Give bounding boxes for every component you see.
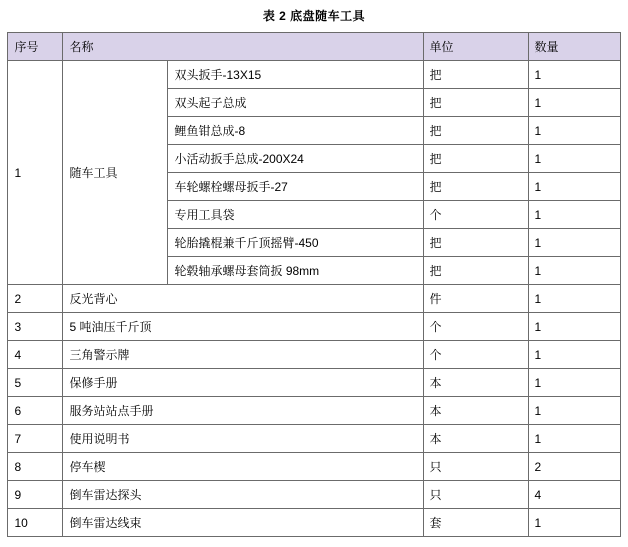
cell-unit: 个 [423, 201, 528, 229]
cell-unit: 件 [423, 285, 528, 313]
cell-subitem: 车轮螺栓螺母扳手-27 [168, 173, 423, 201]
cell-unit: 把 [423, 117, 528, 145]
cell-no: 9 [8, 481, 63, 509]
cell-qty: 1 [528, 313, 620, 341]
column-header-no: 序号 [8, 33, 63, 61]
cell-unit: 把 [423, 229, 528, 257]
cell-qty: 1 [528, 285, 620, 313]
cell-name: 使用说明书 [63, 425, 423, 453]
cell-name: 反光背心 [63, 285, 423, 313]
cell-subitem: 轮毂轴承螺母套筒扳 98mm [168, 257, 423, 285]
cell-unit: 把 [423, 89, 528, 117]
table-row [8, 425, 620, 453]
cell-no: 5 [8, 369, 63, 397]
cell-unit: 把 [423, 173, 528, 201]
cell-unit: 套 [423, 509, 528, 537]
cell-name: 停车楔 [63, 453, 423, 481]
cell-unit: 个 [423, 341, 528, 369]
table-row [8, 313, 620, 341]
table-row [8, 453, 620, 481]
column-header-name: 名称 [63, 33, 423, 61]
table-caption: 表 2 底盘随车工具 [262, 9, 366, 23]
cell-no: 8 [8, 453, 63, 481]
cell-qty: 2 [528, 453, 620, 481]
cell-unit: 本 [423, 369, 528, 397]
cell-qty: 1 [528, 89, 620, 117]
table-header-row [8, 33, 620, 61]
cell-qty: 1 [528, 61, 620, 89]
cell-unit: 把 [423, 61, 528, 89]
cell-no: 7 [8, 425, 63, 453]
cell-name: 5 吨油压千斤顶 [63, 313, 423, 341]
table-header [8, 33, 620, 61]
table-body [8, 61, 620, 537]
table-row [8, 341, 620, 369]
cell-unit: 本 [423, 425, 528, 453]
table-row [8, 481, 620, 509]
cell-subitem: 鲤鱼钳总成-8 [168, 117, 423, 145]
cell-no: 4 [8, 341, 63, 369]
cell-qty: 1 [528, 117, 620, 145]
cell-unit: 把 [423, 257, 528, 285]
table-row [8, 61, 620, 89]
cell-qty: 1 [528, 201, 620, 229]
cell-name: 倒车雷达探头 [63, 481, 423, 509]
cell-name: 三角警示牌 [63, 341, 423, 369]
cell-no: 6 [8, 397, 63, 425]
cell-unit: 本 [423, 397, 528, 425]
cell-unit: 只 [423, 453, 528, 481]
table-row [8, 369, 620, 397]
cell-qty: 1 [528, 425, 620, 453]
cell-unit: 个 [423, 313, 528, 341]
cell-name: 倒车雷达线束 [63, 509, 423, 537]
cell-subitem: 双头扳手-13X15 [168, 61, 423, 89]
cell-qty: 1 [528, 397, 620, 425]
cell-qty: 1 [528, 229, 620, 257]
cell-qty: 4 [528, 481, 620, 509]
cell-qty: 1 [528, 369, 620, 397]
cell-qty: 1 [528, 145, 620, 173]
cell-subitem: 轮胎撬棍兼千斤顶摇臂-450 [168, 229, 423, 257]
chassis-tools-table [7, 32, 620, 537]
cell-no: 2 [8, 285, 63, 313]
table-row [8, 285, 620, 313]
cell-name: 保修手册 [63, 369, 423, 397]
cell-unit: 只 [423, 481, 528, 509]
cell-subitem: 双头起子总成 [168, 89, 423, 117]
table-row [8, 509, 620, 537]
cell-qty: 1 [528, 509, 620, 537]
cell-subitem: 小活动扳手总成-200X24 [168, 145, 423, 173]
cell-no: 10 [8, 509, 63, 537]
cell-no: 3 [8, 313, 63, 341]
cell-name: 服务站站点手册 [63, 397, 423, 425]
cell-qty: 1 [528, 257, 620, 285]
cell-subitem: 专用工具袋 [168, 201, 423, 229]
cell-qty: 1 [528, 341, 620, 369]
column-header-qty: 数量 [528, 33, 620, 61]
cell-qty: 1 [528, 173, 620, 201]
table-row [8, 397, 620, 425]
cell-unit: 把 [423, 145, 528, 173]
column-header-unit: 单位 [423, 33, 528, 61]
cell-no: 1 [8, 61, 63, 285]
cell-name: 随车工具 [63, 61, 168, 285]
